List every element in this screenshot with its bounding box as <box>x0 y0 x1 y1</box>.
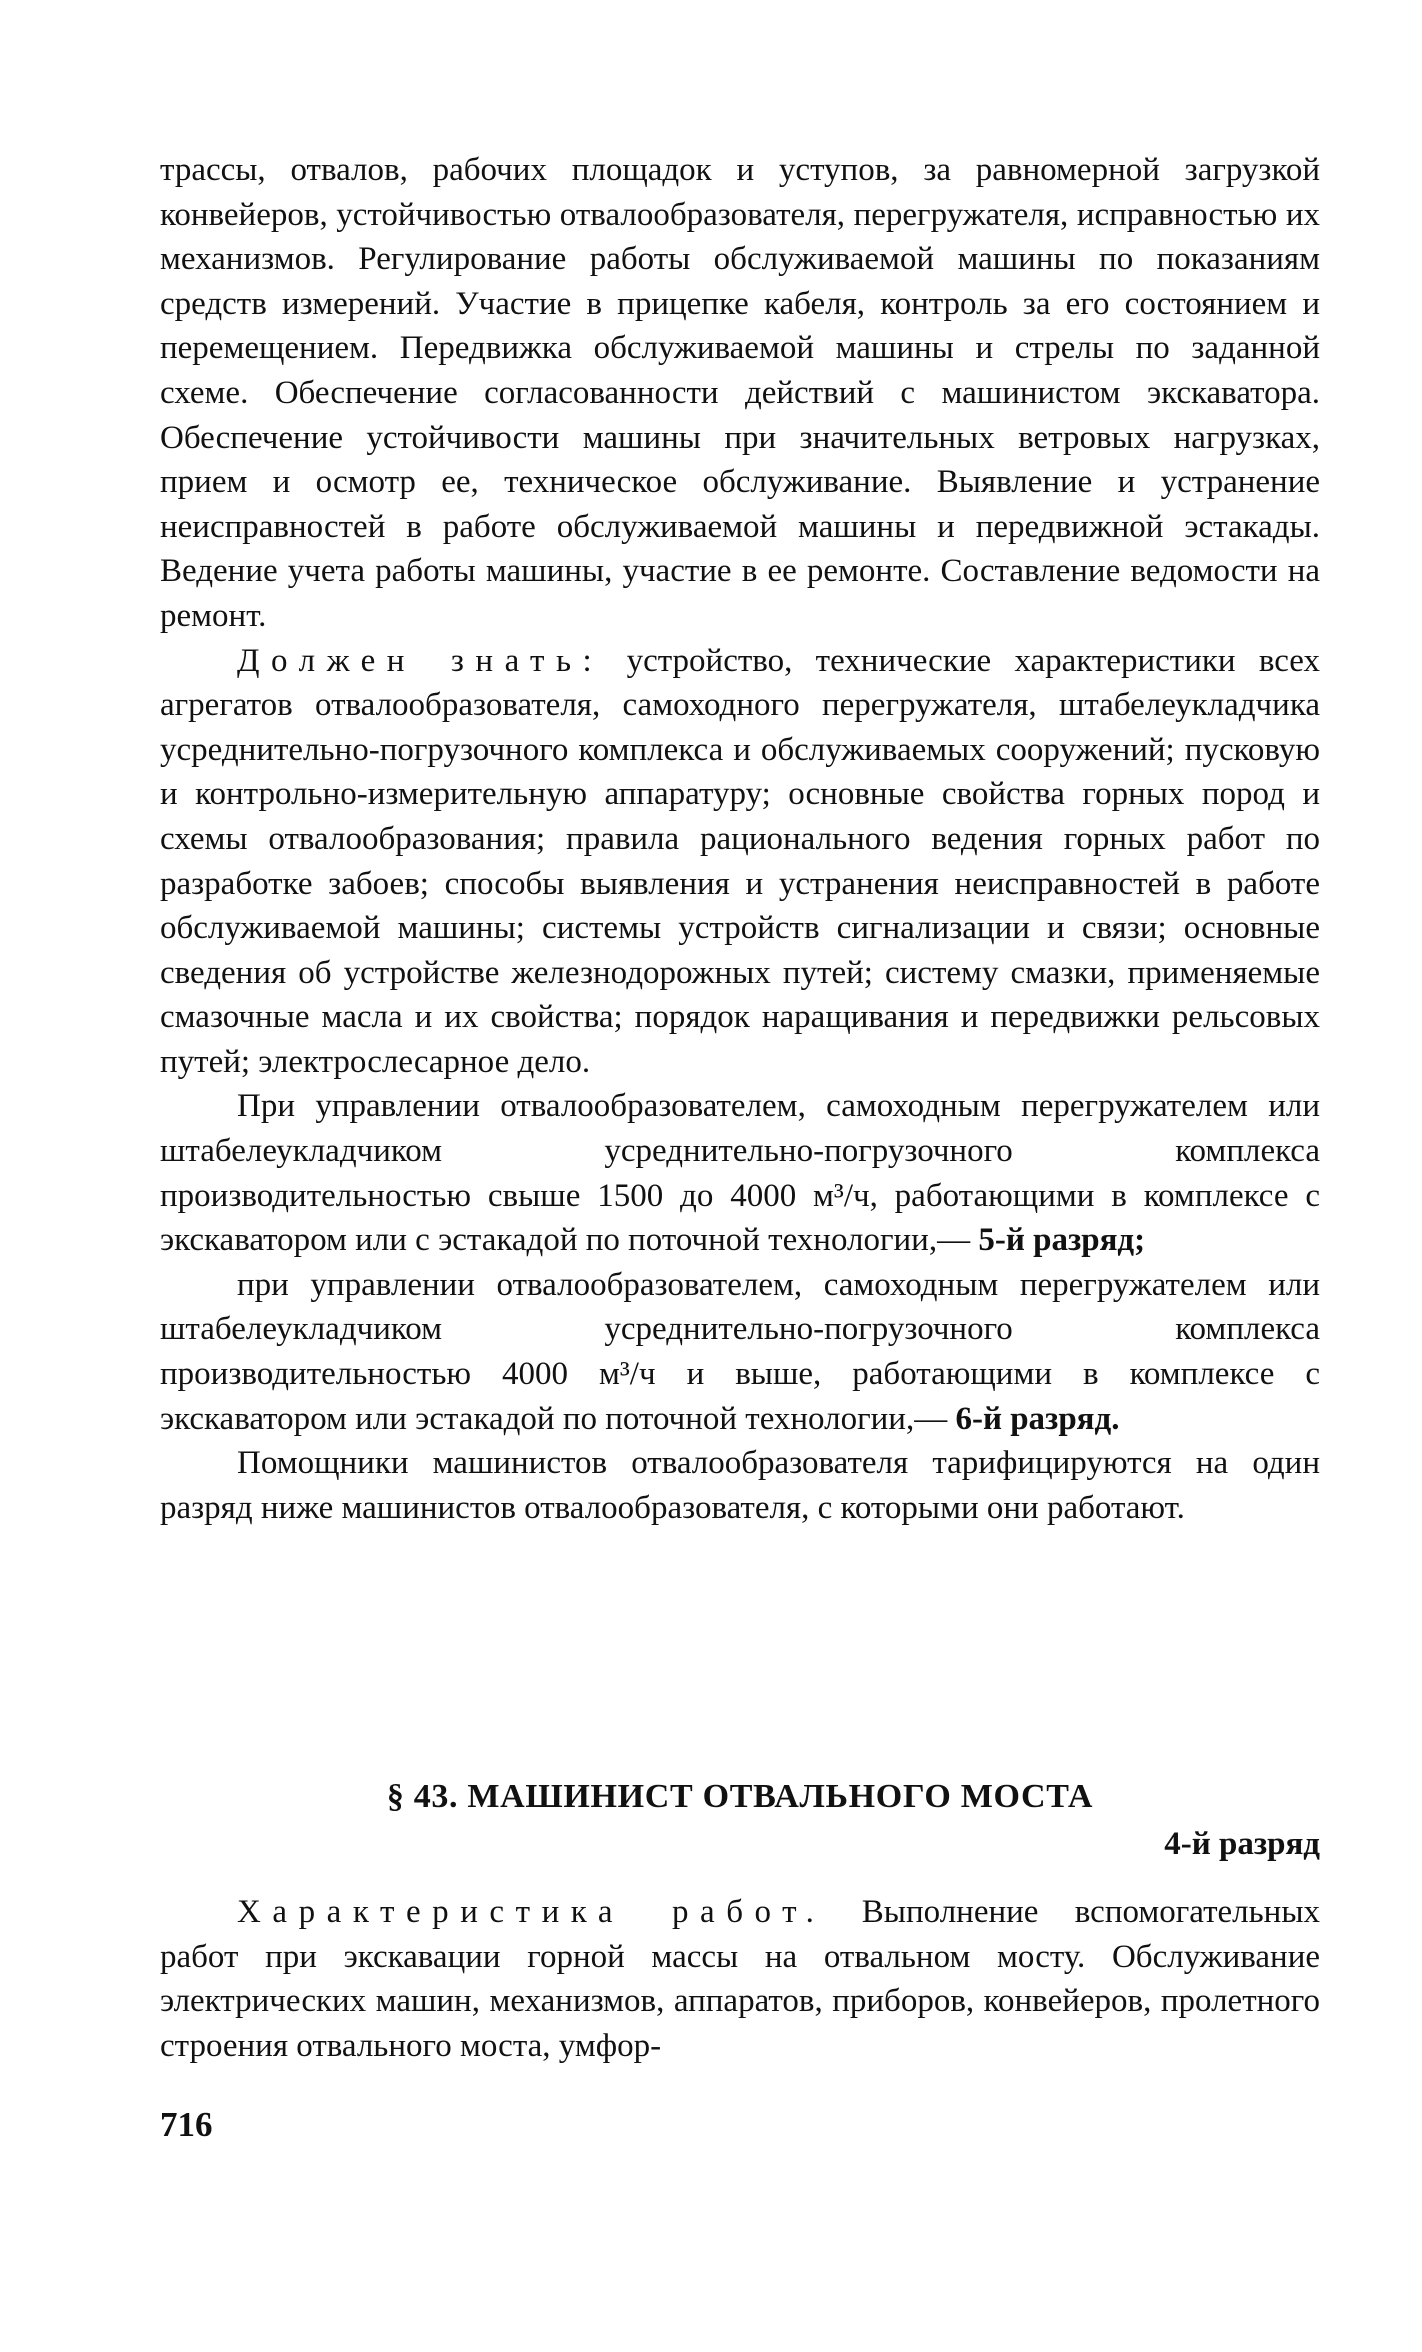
paragraph-work-characteristics <box>160 1890 1320 2068</box>
body-text-upper <box>160 148 1320 1530</box>
must-know-text: устройство, технические характеристики всех агрегатов отвалообразователя, самоходного перегружателя, штабелеукладчика усреднительно-погрузочного комплекса и обслуживаемых сооружений; пусковую и контрольно-измерительную аппаратуру; основные свойства горных пород и схемы отвалообразования; правила рационального ведения горных работ по разработке забоев; способы выявления и устранения неисправностей в работе обслуживаемой машины; системы устройств сигнализации и связи; основные сведения об устройстве железнодорожных путей; систему смазки, применяемые смазочные масла и их свойства; порядок наращивания и передвижки рельсовых путей; электрослесарное дело. <box>160 642 1320 1080</box>
grade-5-label: 5-й разряд; <box>978 1222 1146 1259</box>
grade-5-condition-text: При управлении отвалообразователем, самоходным перегружателем или штабелеукладчиком усреднительно-погрузочного комплекса производительностью свыше 1500 до 4000 м³/ч, работающими в комплексе с экскаватором или с эстакадой по поточной технологии,— <box>160 1088 1320 1259</box>
paragraph-must-know <box>160 639 1320 1085</box>
work-characteristics-text: Выполнение вспомогательных работ при экскавации горной массы на отвальном мосту. Обслуживание электрических машин, механизмов, аппаратов, приборов, конвейеров, пролетного строения отвального моста, умфор- <box>160 1894 1320 2064</box>
grade-6-condition-text: при управлении отвалообразователем, самоходным перегружателем или штабелеукладчиком усреднительно-погрузочного комплекса производительностью 4000 м³/ч и выше, работающими в комплексе с экскаватором или эстакадой по поточной технологии,— <box>160 1266 1320 1437</box>
paragraph-continued-duties: трассы, отвалов, рабочих площадок и уступов, за равномерной загрузкой конвейеров, устойчивостью отвалообразователя, перегружателя, исправностью их механизмов. Регулирование работы обслуживаемой машины по показаниям средств измерений. Участие в прицепке кабеля, контроль за его состоянием и перемещением. Передвижка обслуживаемой машины и стрелы по заданной схеме. Обеспечение согласованности действий с машинистом экскаватора. Обеспечение устойчивости машины при значительных ветровых нагрузках, прием и осмотр ее, техническое обслуживание. Выявление и устранение неисправностей в работе обслуживаемой машины и передвижной эстакады. Ведение учета работы машины, участие в ее ремонте. Составление ведомости на ремонт. <box>160 152 1320 634</box>
work-characteristics-lead: Характеристика работ. <box>237 1894 826 1930</box>
grade-6-label: 6-й разряд. <box>955 1400 1120 1437</box>
section-grade: 4-й разряд <box>1164 1826 1320 1862</box>
page-number: 716 <box>160 2105 213 2144</box>
must-know-lead: Должен знать: <box>237 642 604 679</box>
paragraph-grade-6-condition <box>160 1263 1320 1441</box>
section-heading: § 43. МАШИНИСТ ОТВАЛЬНОГО МОСТА <box>386 1778 1094 1815</box>
paragraph-grade-5-condition <box>160 1084 1320 1262</box>
paragraph-assistants: Помощники машинистов отвалообразователя тарифицируются на один разряд ниже машинистов отвалообразователя, с которыми они работают. <box>160 1445 1320 1526</box>
body-text-lower <box>160 1890 1320 2068</box>
